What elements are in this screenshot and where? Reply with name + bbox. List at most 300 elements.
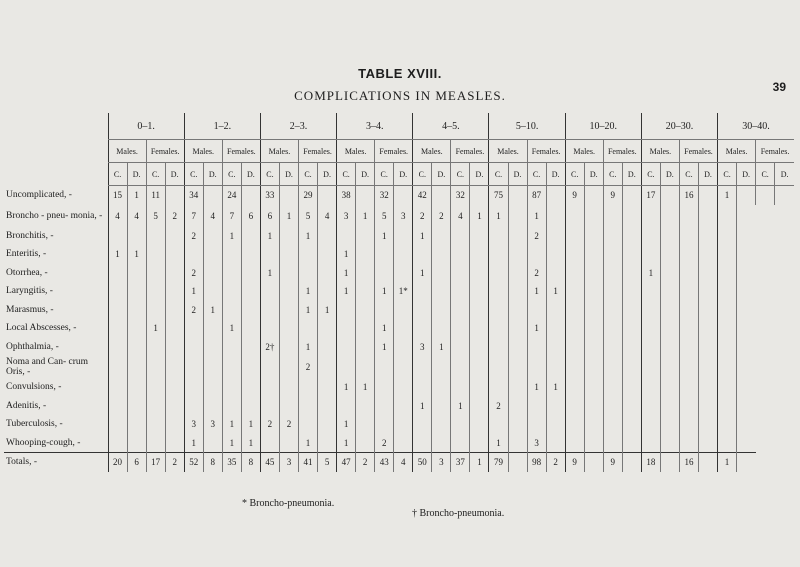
table-cell bbox=[660, 397, 679, 416]
table-cell bbox=[660, 453, 679, 472]
table-cell: 87 bbox=[527, 186, 546, 205]
table-cell: 17 bbox=[641, 186, 660, 205]
table-cell bbox=[394, 415, 413, 434]
table-cell bbox=[565, 397, 584, 416]
table-cell bbox=[356, 264, 375, 283]
table-cell bbox=[470, 282, 489, 301]
deaths-header: D. bbox=[584, 163, 603, 186]
table-cell bbox=[622, 397, 641, 416]
table-cell bbox=[489, 338, 508, 357]
table-cell bbox=[470, 186, 489, 205]
table-cell: 37 bbox=[451, 453, 470, 472]
table-cell bbox=[165, 264, 184, 283]
table-cell bbox=[718, 434, 737, 453]
table-cell bbox=[527, 415, 546, 434]
table-cell bbox=[279, 397, 298, 416]
table-cell bbox=[508, 415, 527, 434]
table-cell bbox=[356, 397, 375, 416]
table-cell: 34 bbox=[184, 186, 203, 205]
table-cell bbox=[108, 434, 127, 453]
table-cell bbox=[241, 338, 260, 357]
table-cell bbox=[375, 356, 394, 378]
table-title: TABLE XVIII. bbox=[358, 66, 442, 81]
table-cell bbox=[584, 227, 603, 246]
table-cell bbox=[584, 338, 603, 357]
table-cell: 4 bbox=[451, 205, 470, 227]
table-cell bbox=[565, 227, 584, 246]
age-group-header: 5–10. bbox=[489, 113, 565, 140]
table-cell bbox=[698, 397, 717, 416]
deaths-header: D. bbox=[356, 163, 375, 186]
table-cell bbox=[432, 319, 451, 338]
table-cell: 50 bbox=[413, 453, 432, 472]
table-cell bbox=[356, 227, 375, 246]
table-cell: 2 bbox=[279, 415, 298, 434]
table-cell bbox=[260, 378, 279, 397]
table-row bbox=[4, 356, 794, 378]
table-cell bbox=[375, 397, 394, 416]
table-cell bbox=[489, 415, 508, 434]
table-cell bbox=[489, 245, 508, 264]
table-cell bbox=[584, 245, 603, 264]
table-cell bbox=[737, 186, 756, 205]
table-cell: 2 bbox=[546, 453, 565, 472]
deaths-header: D. bbox=[394, 163, 413, 186]
cases-header: C. bbox=[299, 163, 318, 186]
table-cell bbox=[451, 356, 470, 378]
table-cell bbox=[737, 319, 756, 338]
complications-table-wrapper bbox=[4, 113, 794, 472]
table-cell bbox=[641, 415, 660, 434]
table-cell bbox=[698, 282, 717, 301]
table-cell: 1 bbox=[299, 434, 318, 453]
table-cell bbox=[756, 186, 775, 205]
males-header: Males. bbox=[565, 140, 603, 163]
deaths-header: D. bbox=[660, 163, 679, 186]
row-label: Local Abscesses, - bbox=[6, 323, 77, 334]
table-cell bbox=[299, 245, 318, 264]
table-cell bbox=[394, 356, 413, 378]
table-cell bbox=[375, 415, 394, 434]
table-cell bbox=[737, 338, 756, 357]
table-cell bbox=[622, 227, 641, 246]
table-cell: 5 bbox=[299, 205, 318, 227]
table-cell bbox=[622, 264, 641, 283]
table-cell bbox=[489, 264, 508, 283]
table-cell bbox=[127, 319, 146, 338]
table-cell bbox=[356, 282, 375, 301]
table-cell bbox=[603, 264, 622, 283]
table-cell: 1 bbox=[318, 301, 337, 320]
table-cell bbox=[603, 378, 622, 397]
table-cell bbox=[279, 338, 298, 357]
footnote-asterisk: * Broncho-pneumonia. bbox=[242, 498, 335, 509]
table-cell: 41 bbox=[299, 453, 318, 472]
table-cell: 1 bbox=[337, 415, 356, 434]
table-cell bbox=[470, 319, 489, 338]
table-cell bbox=[641, 301, 660, 320]
table-cell bbox=[508, 356, 527, 378]
table-cell bbox=[737, 282, 756, 301]
table-cell bbox=[108, 264, 127, 283]
males-header: Males. bbox=[337, 140, 375, 163]
table-cell bbox=[679, 282, 698, 301]
table-cell bbox=[413, 245, 432, 264]
table-subtitle: COMPLICATIONS IN MEASLES. bbox=[294, 88, 506, 103]
age-group-header: 1–2. bbox=[184, 113, 260, 140]
table-cell: 1 bbox=[260, 227, 279, 246]
table-cell: 1 bbox=[489, 205, 508, 227]
table-cell bbox=[108, 356, 127, 378]
table-cell bbox=[641, 319, 660, 338]
table-cell bbox=[279, 186, 298, 205]
table-cell bbox=[451, 301, 470, 320]
table-cell bbox=[451, 378, 470, 397]
table-cell bbox=[108, 301, 127, 320]
table-cell: 1 bbox=[279, 205, 298, 227]
table-cell bbox=[718, 245, 737, 264]
table-cell bbox=[565, 282, 584, 301]
table-cell: 1 bbox=[184, 282, 203, 301]
table-cell: 3 bbox=[413, 338, 432, 357]
females-header: Females. bbox=[527, 140, 565, 163]
table-cell: 4 bbox=[394, 453, 413, 472]
table-cell bbox=[584, 186, 603, 205]
table-cell bbox=[698, 186, 717, 205]
table-cell bbox=[698, 453, 717, 472]
males-header: Males. bbox=[489, 140, 527, 163]
table-cell bbox=[127, 282, 146, 301]
table-cell bbox=[660, 205, 679, 227]
table-row bbox=[4, 415, 794, 434]
row-label: Enteritis, - bbox=[6, 249, 47, 260]
table-cell bbox=[146, 245, 165, 264]
table-cell bbox=[527, 338, 546, 357]
table-cell bbox=[470, 301, 489, 320]
table-cell bbox=[660, 378, 679, 397]
table-cell bbox=[470, 227, 489, 246]
table-cell: 1 bbox=[222, 415, 241, 434]
table-cell bbox=[241, 186, 260, 205]
table-cell bbox=[337, 301, 356, 320]
row-label: Whooping-cough, - bbox=[6, 437, 81, 448]
table-cell bbox=[527, 301, 546, 320]
table-cell bbox=[660, 434, 679, 453]
table-cell bbox=[698, 264, 717, 283]
table-cell bbox=[394, 264, 413, 283]
table-cell bbox=[413, 319, 432, 338]
table-cell: 1 bbox=[375, 227, 394, 246]
table-cell bbox=[260, 397, 279, 416]
table-row bbox=[4, 319, 794, 338]
table-cell bbox=[394, 434, 413, 453]
table-cell: 9 bbox=[565, 453, 584, 472]
table-cell: 52 bbox=[184, 453, 203, 472]
table-cell bbox=[603, 245, 622, 264]
table-cell bbox=[565, 245, 584, 264]
cases-header: C. bbox=[146, 163, 165, 186]
table-cell: 9 bbox=[603, 186, 622, 205]
cases-header: C. bbox=[413, 163, 432, 186]
table-cell bbox=[737, 227, 756, 246]
table-cell bbox=[584, 319, 603, 338]
table-cell bbox=[718, 378, 737, 397]
table-cell bbox=[737, 264, 756, 283]
table-cell bbox=[470, 434, 489, 453]
table-cell bbox=[698, 301, 717, 320]
table-cell bbox=[260, 282, 279, 301]
cases-header: C. bbox=[641, 163, 660, 186]
table-cell: 1 bbox=[470, 453, 489, 472]
table-cell bbox=[413, 356, 432, 378]
table-cell bbox=[165, 338, 184, 357]
deaths-header: D. bbox=[622, 163, 641, 186]
age-group-header: 0–1. bbox=[108, 113, 184, 140]
table-cell bbox=[641, 397, 660, 416]
table-cell: 1 bbox=[413, 264, 432, 283]
table-cell bbox=[451, 264, 470, 283]
cases-header: C. bbox=[679, 163, 698, 186]
table-cell bbox=[546, 338, 565, 357]
table-cell: 1 bbox=[203, 301, 222, 320]
deaths-header: D. bbox=[432, 163, 451, 186]
table-cell bbox=[127, 301, 146, 320]
table-cell bbox=[641, 356, 660, 378]
table-cell: 1 bbox=[718, 453, 737, 472]
deaths-header: D. bbox=[203, 163, 222, 186]
table-cell bbox=[222, 397, 241, 416]
table-cell bbox=[146, 415, 165, 434]
table-cell bbox=[337, 227, 356, 246]
table-cell bbox=[565, 338, 584, 357]
table-cell bbox=[451, 282, 470, 301]
table-cell bbox=[698, 434, 717, 453]
table-cell bbox=[432, 245, 451, 264]
table-cell bbox=[622, 453, 641, 472]
table-cell bbox=[203, 264, 222, 283]
table-row bbox=[4, 378, 794, 397]
table-cell bbox=[146, 338, 165, 357]
table-cell: 29 bbox=[299, 186, 318, 205]
table-cell bbox=[299, 397, 318, 416]
table-cell: 1 bbox=[451, 397, 470, 416]
table-cell bbox=[260, 301, 279, 320]
row-label: Bronchitis, - bbox=[6, 230, 54, 241]
table-cell bbox=[508, 319, 527, 338]
table-cell bbox=[203, 319, 222, 338]
table-cell bbox=[299, 378, 318, 397]
table-cell bbox=[279, 434, 298, 453]
table-cell bbox=[108, 415, 127, 434]
table-cell bbox=[603, 227, 622, 246]
table-cell bbox=[698, 245, 717, 264]
table-cell bbox=[508, 338, 527, 357]
table-cell bbox=[565, 415, 584, 434]
table-cell bbox=[165, 434, 184, 453]
deaths-header: D. bbox=[546, 163, 565, 186]
row-label: Laryngitis, - bbox=[6, 286, 53, 297]
table-cell bbox=[356, 319, 375, 338]
table-cell bbox=[318, 319, 337, 338]
table-cell bbox=[603, 356, 622, 378]
table-cell bbox=[622, 186, 641, 205]
age-group-header: 10–20. bbox=[565, 113, 641, 140]
table-cell bbox=[527, 397, 546, 416]
table-cell bbox=[165, 415, 184, 434]
table-cell bbox=[279, 319, 298, 338]
table-cell bbox=[108, 319, 127, 338]
table-cell bbox=[108, 338, 127, 357]
females-header: Females. bbox=[146, 140, 184, 163]
table-cell bbox=[470, 356, 489, 378]
table-cell bbox=[394, 397, 413, 416]
table-cell bbox=[165, 186, 184, 205]
table-cell: 1 bbox=[718, 186, 737, 205]
table-cell bbox=[679, 264, 698, 283]
table-cell: 3 bbox=[527, 434, 546, 453]
table-cell: 45 bbox=[260, 453, 279, 472]
table-cell: 9 bbox=[603, 453, 622, 472]
table-cell bbox=[184, 319, 203, 338]
table-cell: 7 bbox=[222, 205, 241, 227]
females-header: Females. bbox=[299, 140, 337, 163]
table-cell: 42 bbox=[413, 186, 432, 205]
table-cell: 3 bbox=[279, 453, 298, 472]
table-cell bbox=[203, 282, 222, 301]
table-cell bbox=[203, 397, 222, 416]
table-row bbox=[4, 282, 794, 301]
cases-header: C. bbox=[565, 163, 584, 186]
table-cell bbox=[660, 338, 679, 357]
table-cell bbox=[641, 245, 660, 264]
table-cell: 1 bbox=[222, 434, 241, 453]
table-cell: 1 bbox=[546, 378, 565, 397]
table-cell: 79 bbox=[489, 453, 508, 472]
table-cell bbox=[489, 301, 508, 320]
table-cell: 2 bbox=[260, 415, 279, 434]
table-cell bbox=[546, 319, 565, 338]
table-cell: 2 bbox=[299, 356, 318, 378]
table-row bbox=[4, 227, 794, 246]
table-cell: 1 bbox=[375, 338, 394, 357]
females-header: Females. bbox=[756, 140, 794, 163]
table-cell bbox=[489, 356, 508, 378]
cases-header: C. bbox=[260, 163, 279, 186]
table-cell: 2 bbox=[489, 397, 508, 416]
table-cell: 2 bbox=[356, 453, 375, 472]
table-cell: 1 bbox=[413, 397, 432, 416]
table-cell bbox=[318, 397, 337, 416]
table-cell bbox=[241, 356, 260, 378]
table-cell: 33 bbox=[260, 186, 279, 205]
table-cell bbox=[565, 301, 584, 320]
males-header: Males. bbox=[260, 140, 298, 163]
table-cell bbox=[584, 378, 603, 397]
table-cell bbox=[451, 245, 470, 264]
table-cell bbox=[356, 356, 375, 378]
table-cell bbox=[679, 338, 698, 357]
table-cell: 1 bbox=[470, 205, 489, 227]
table-cell bbox=[184, 397, 203, 416]
table-cell bbox=[299, 264, 318, 283]
table-cell bbox=[508, 205, 527, 227]
table-cell bbox=[584, 301, 603, 320]
table-cell: 3 bbox=[184, 415, 203, 434]
table-cell bbox=[679, 378, 698, 397]
table-cell bbox=[279, 245, 298, 264]
table-cell bbox=[299, 319, 318, 338]
table-cell bbox=[470, 264, 489, 283]
table-cell: 3 bbox=[203, 415, 222, 434]
table-cell bbox=[184, 378, 203, 397]
table-cell bbox=[451, 319, 470, 338]
table-cell bbox=[660, 415, 679, 434]
table-cell: 8 bbox=[241, 453, 260, 472]
table-cell bbox=[508, 378, 527, 397]
table-cell: 1 bbox=[222, 227, 241, 246]
table-cell bbox=[394, 319, 413, 338]
table-cell bbox=[737, 378, 756, 397]
table-row bbox=[4, 301, 794, 320]
table-cell bbox=[489, 282, 508, 301]
table-row bbox=[4, 264, 794, 283]
table-row bbox=[4, 338, 794, 357]
table-cell: 1 bbox=[299, 338, 318, 357]
row-label: Convulsions, - bbox=[6, 382, 62, 393]
table-cell bbox=[718, 227, 737, 246]
table-cell bbox=[165, 397, 184, 416]
table-cell bbox=[679, 319, 698, 338]
table-cell bbox=[165, 378, 184, 397]
table-cell bbox=[698, 378, 717, 397]
table-cell bbox=[679, 301, 698, 320]
table-cell bbox=[641, 378, 660, 397]
table-cell bbox=[413, 301, 432, 320]
table-cell bbox=[584, 453, 603, 472]
table-cell bbox=[146, 397, 165, 416]
table-cell bbox=[737, 453, 756, 472]
table-cell: 3 bbox=[337, 205, 356, 227]
age-group-header: 30–40. bbox=[718, 113, 794, 140]
table-cell bbox=[508, 227, 527, 246]
table-cell: 2 bbox=[165, 453, 184, 472]
table-cell bbox=[508, 186, 527, 205]
table-cell: 1 bbox=[546, 282, 565, 301]
table-cell bbox=[718, 301, 737, 320]
table-cell bbox=[127, 356, 146, 378]
table-cell bbox=[737, 301, 756, 320]
table-cell: 38 bbox=[337, 186, 356, 205]
table-cell: 1 bbox=[241, 415, 260, 434]
table-cell bbox=[318, 378, 337, 397]
table-cell bbox=[146, 378, 165, 397]
table-cell bbox=[432, 264, 451, 283]
header-corner bbox=[4, 113, 108, 186]
row-label: Tuberculosis, - bbox=[6, 419, 63, 430]
table-cell: 5 bbox=[146, 205, 165, 227]
table-cell bbox=[356, 434, 375, 453]
table-cell bbox=[432, 434, 451, 453]
table-cell bbox=[565, 319, 584, 338]
table-cell bbox=[413, 378, 432, 397]
table-cell bbox=[203, 356, 222, 378]
table-cell bbox=[279, 356, 298, 378]
table-cell bbox=[603, 282, 622, 301]
table-cell bbox=[565, 434, 584, 453]
males-header: Males. bbox=[108, 140, 146, 163]
table-cell bbox=[375, 264, 394, 283]
table-cell bbox=[432, 186, 451, 205]
